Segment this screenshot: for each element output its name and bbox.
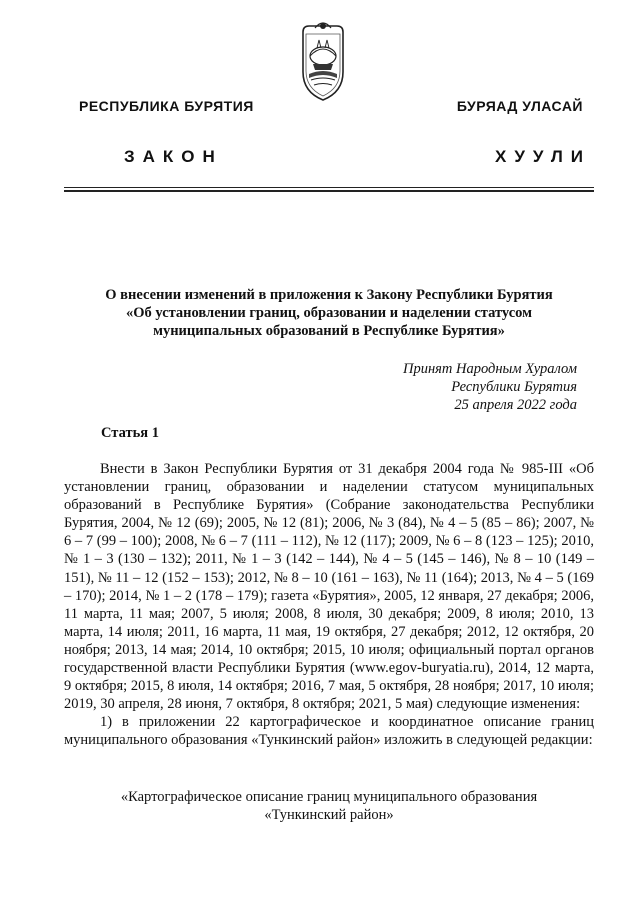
adoption-note — [403, 360, 577, 414]
caption-line-1: «Картографическое описание границ муниципального образования — [120, 789, 538, 805]
law-title — [64, 286, 594, 340]
header-divider-thick — [64, 190, 594, 192]
article-body — [64, 460, 594, 750]
law-title-line-1: О внесении изменений в приложения к Закону Республики Бурятия — [105, 287, 553, 303]
adoption-note-line-2: Республики Бурятия — [451, 379, 577, 395]
description-caption — [64, 788, 594, 824]
caption-line-2: «Тункинский район» — [264, 807, 394, 823]
law-label-russian: ЗАКОН — [124, 147, 223, 166]
adoption-date: 25 апреля 2022 года — [454, 397, 577, 413]
article-heading: Статья 1 — [101, 425, 159, 441]
body-paragraph: Внести в Закон Республики Бурятия от 31 декабря 2004 года № 985-III «Об установлении границ, образовании и наделении статусом муниципальных образований в Республике Бурятия» (Собрание законодательства Республики Бурятия, 2004, № 12 (69); 2005, № 12 (81); 2006, № 3 (84), № 4 – 5 (85 – 86); 2007, № 6 – 7 (99 – 100); 2008, № 6 – 7 (111 – 112), № 12 (117); 2009, № 6 – 8 (123 – 125); 2010, № 1 – 3 (130 – 132); 2011, № 1 – 3 (142 – 144), № 4 – 5 (145 – 146), № 8 – 10 (149 – 151), № 11 – 12 (152 – 153); 2012, № 8 – 10 (161 – 163), № 11 (164); 2013, № 4 – 5 (169 – 170); 2014, № 1 – 2 (178 – 179); газета «Бурятия», 2005, 12 января, 27 декабря; 2006, 11 марта, 11 мая; 2007, 5 июля; 2008, 8 июля, 30 декабря; 2009, 8 июля; 2010, 13 марта, 14 июля; 2011, 16 марта, 11 мая, 19 октября, 27 декабря; 2012, 12 октября, 20 ноября; 2013, 14 мая; 2014, 10 октября; 2015, 10 июля; официальный портал органов государственной власти Республики Бурятия (www.egov-buryatia.ru), 2014, 12 марта, 9 октября; 2015, 8 июля, 14 октября; 2016, 7 мая, 5 октября, 28 ноября; 2017, 10 июля; 2019, 30 апреля, 28 июня, 7 октября, 8 октября; 2021, 5 мая) следующие изменения: — [64, 461, 594, 713]
adoption-note-line-1: Принят Народным Хуралом — [402, 361, 577, 377]
republic-name-buryat: БУРЯАД УЛАСАЙ — [456, 98, 583, 114]
header-divider-thin — [64, 187, 594, 188]
law-title-line-3: муниципальных образований в Республике Бурятия» — [153, 323, 505, 339]
law-label-buryat: ХУУЛИ — [495, 147, 591, 166]
law-title-line-2: «Об установлении границ, образовании и наделении статусом — [125, 305, 532, 321]
republic-name-russian: РЕСПУБЛИКА БУРЯТИЯ — [79, 98, 254, 114]
coat-of-arms-icon — [295, 18, 351, 102]
body-paragraph: 1) в приложении 22 картографическое и координатное описание границ муниципального образования «Тункинский район» изложить в следующей редакции: — [64, 714, 594, 749]
